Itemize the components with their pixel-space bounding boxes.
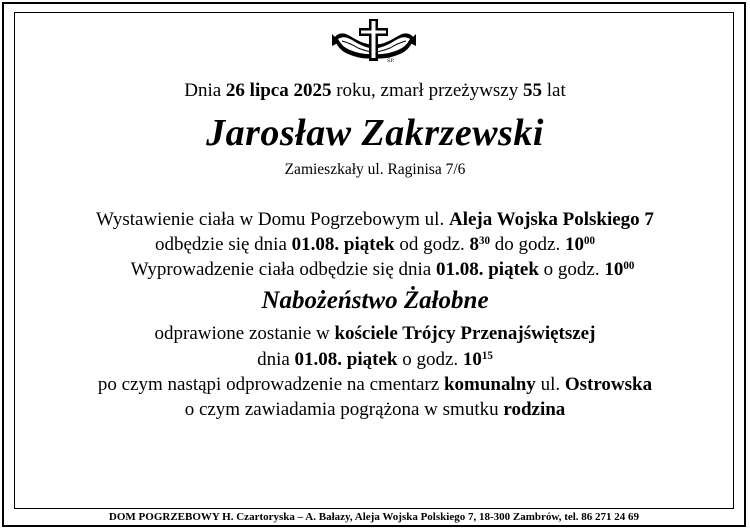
deceased-name: Jarosław Zakrzewski [206, 112, 544, 154]
funeral-home-address: Aleja Wojska Polskiego 7 [448, 209, 654, 230]
cemetery-line: po czym nastąpi odprowadzenie na cmentarz komunalny ul. Ostrowska [97, 374, 653, 395]
age: 55 [523, 80, 542, 101]
service-line-1: odprawione zostanie w kościele Trójcy Przenajświętszej [154, 323, 596, 344]
service-line-2: dnia 01.08. piątek o godz. $10^{15}$ [257, 349, 493, 370]
family-line: o czym zawiadamia pogrążona w smutku rodzina [184, 399, 566, 420]
address-line: Zamieszkały ul. Raginisa 7/6 [284, 161, 466, 178]
church-name: kościele Trójcy Przenajświętszej [334, 323, 596, 344]
death-date: 26 lipca 2025 [225, 80, 332, 101]
procession-line: Wyprowadzenie ciała odbędzie się dnia 01.08. piątek o godz. $10^{00}$ [130, 259, 635, 280]
viewing-line-2: odbędzie się dnia 01.08. piątek od godz. $8^{30}$ do godz. $10^{00}$ [155, 234, 595, 255]
cross-ribbon-emblem [330, 16, 418, 70]
funeral-home-footer: DOM POGRZEBOWY H. Czartoryska – A. Bałazy, Aleja Wojska Polskiego 7, 18-300 Zambrów, tel. 86 271 24 69 [108, 511, 640, 523]
viewing-line-1: Wystawienie ciała w Domu Pogrzebowym ul. Aleja Wojska Polskiego 7 [96, 209, 654, 230]
emblem-text: ŚP. [387, 58, 395, 64]
service-title: Nabożeństwo Żałobne [261, 287, 489, 314]
death-date-line: Dnia 26 lipca 2025 roku, zmarł przeżywszy 55 lat [184, 80, 566, 101]
